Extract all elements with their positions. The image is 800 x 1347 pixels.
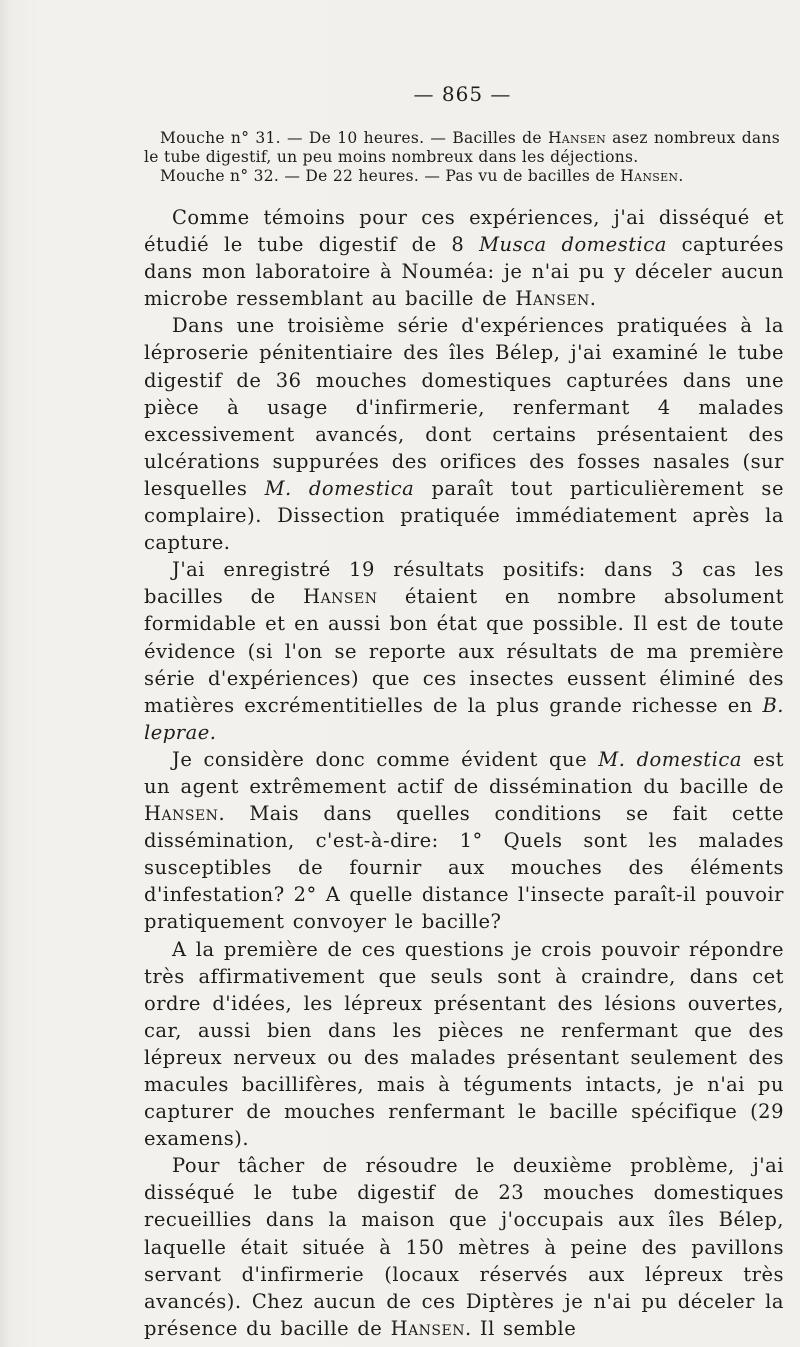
paragraph-first-question: A la première de ces questions je crois pouvoir répondre très affirmativement que seuls sont à craindre, dans cet ordre d'idées, les lépreux présentant des lésions ouvertes, car, aussi bien dans les pièces ne renfermant que des lépreux nerveux ou des malades présentant seulement des macules bacillifères, mais à téguments intacts, je n'ai pu capturer de mouches renfermant le bacille spécifique (29 examens). — [144, 937, 784, 1151]
author-name: Hansen — [515, 287, 590, 311]
page-number: — 865 — — [413, 82, 512, 106]
paragraph-second-problem: Pour tâcher de résoudre le deuxième problème, j'ai disséqué le tube digestif de 23 mouches domestiques recueillies dans la maison que j'occupais aux îles Bélep, laquelle était située à 150 mètres à peine des pavillons servant d'infirmerie (locaux réservés aux lépreux très avancés). Chez aucun de ces Diptères je n'ai pu déceler la présence du bacille de Hansen. Il semble — [144, 1154, 784, 1340]
species-name: B. leprae. — [144, 693, 784, 744]
paragraph-third-series: Dans une troisième série d'expériences pratiquées à la léproserie pénitentiaire des îles Bélep, j'ai examiné le tube digestif de 36 mouches domestiques capturées dans une pièce à usage d'infirmerie, renfermant 4 malades excessivement avancés, dont certains présentaient des ulcérations suppurées des orifices des fosses nasales (sur lesquelles M. domestica paraît tout particulièrement se complaire). Dissection pratiquée immédiatement après la capture. — [144, 314, 784, 555]
species-name: M. domestica — [598, 747, 742, 771]
note-fly-32: Mouche n° 32. — De 22 heures. — Pas vu de bacilles de Hansen. — [160, 167, 684, 185]
paragraph-conclusion: Je considère donc comme évident que M. domestica est un agent extrêmement actif de dissémination du bacille de Hansen. Mais dans quelles conditions se fait cette dissémination, c'est-à-dire: 1° Quels sont les malades susceptibles de fournir aux mouches des éléments d'infestation? 2° A quelle distance l'insecte paraît-il pouvoir pratiquement convoyer le bacille? — [144, 747, 784, 934]
author-name: Hansen — [620, 167, 679, 185]
author-name: Hansen — [303, 585, 378, 609]
paragraph-controls: Comme témoins pour ces expériences, j'ai disséqué et étudié le tube digestif de 8 Musca domestica capturées dans mon laboratoire à Nouméa: je n'ai pu y déceler aucun microbe ressemblant au bacille de Hansen. — [144, 206, 784, 311]
author-name: Hansen — [144, 802, 219, 826]
body-text — [144, 204, 784, 1342]
note-fly-31: Mouche n° 31. — De 10 heures. — Bacilles de Hansen asez nombreux dans le tube digestif, un peu moins nombreux dans les déjections. — [144, 129, 780, 166]
species-name: M. domestica — [264, 476, 415, 500]
species-name: Musca domestica — [479, 233, 667, 257]
author-name: Hansen — [390, 1316, 465, 1340]
author-name: Hansen — [547, 129, 607, 147]
observation-notes — [144, 129, 780, 186]
paragraph-results: J'ai enregistré 19 résultats positifs: dans 3 cas les bacilles de Hansen étaient en nombre absolument formidable et en aussi bon état que possible. Il est de toute évidence (si l'on se reporte aux résultats de ma première série d'expériences) que ces insectes eussent éliminé des matières excrémentitielles de la plus grande richesse en B. leprae. — [144, 558, 784, 744]
